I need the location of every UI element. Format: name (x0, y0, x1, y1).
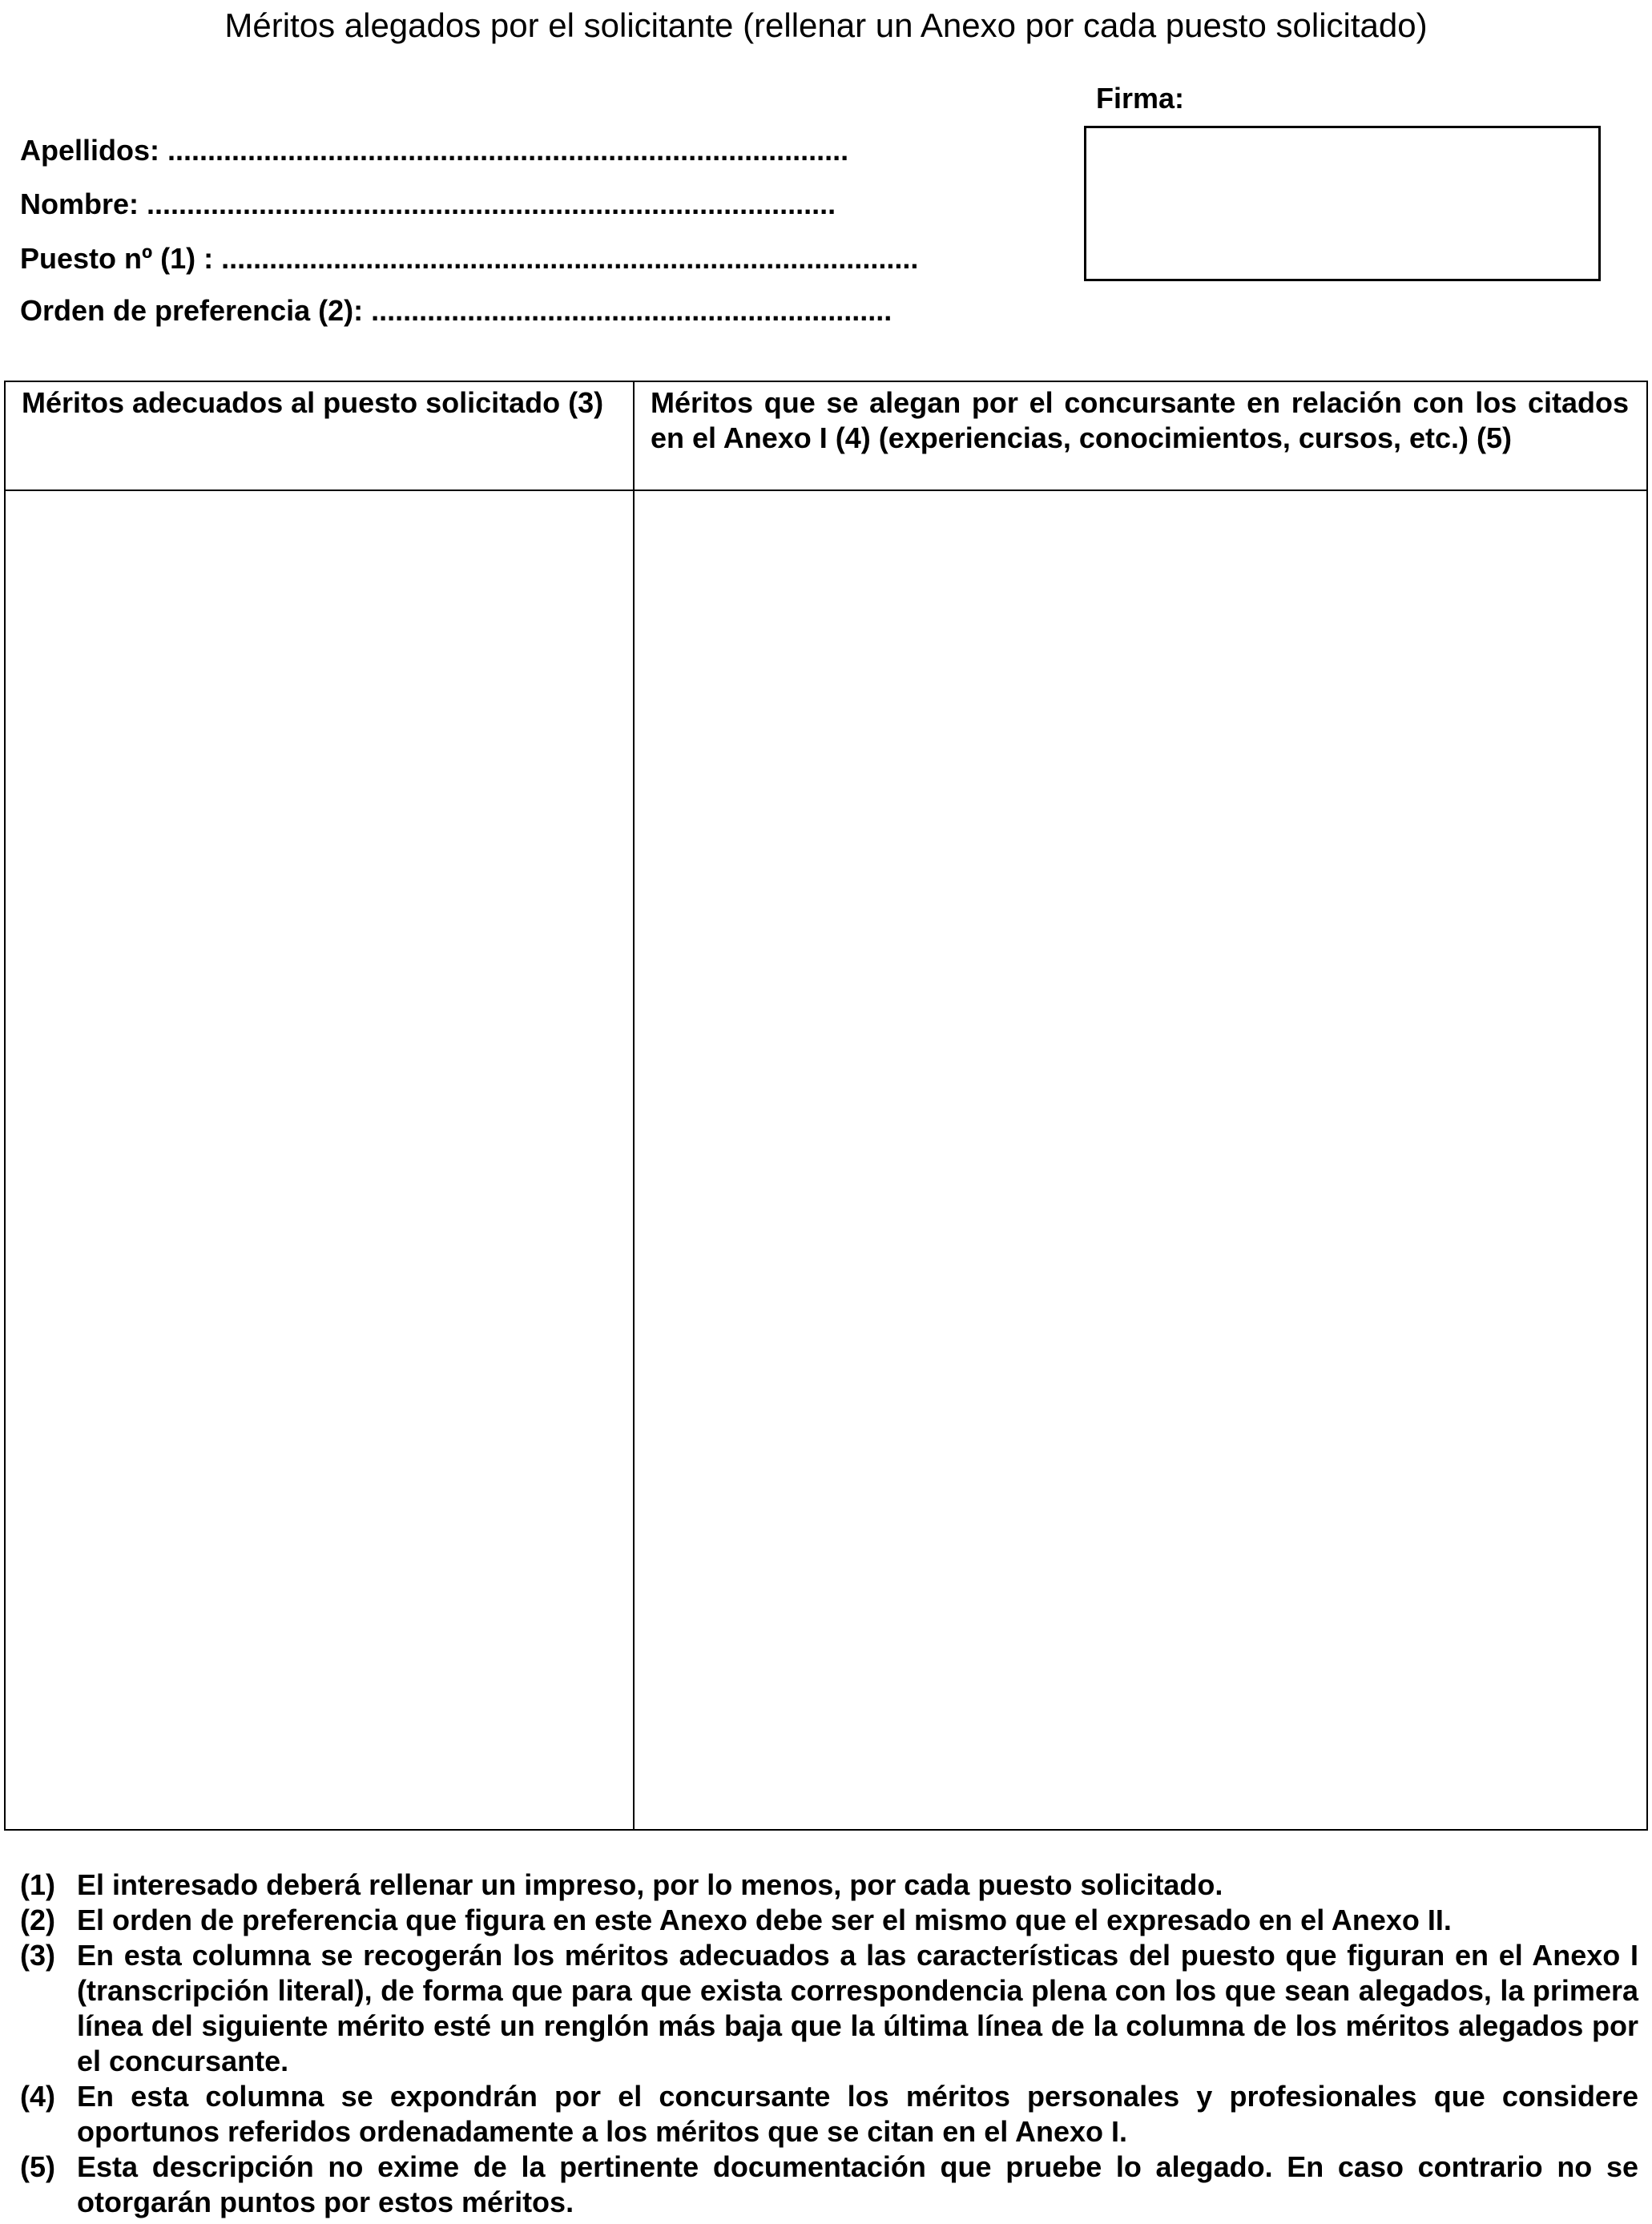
footnote-text: En esta columna se expondrán por el concursante los méritos personales y profesionales que considere oportunos referidos ordenadamente a los méritos que se citan en el Anexo I. (77, 2080, 1638, 2148)
footnote-text: El interesado deberá rellenar un impreso, por lo menos, por cada puesto solicitado. (77, 1868, 1223, 1901)
signature-box[interactable] (1084, 126, 1601, 281)
field-orden-preferencia[interactable]: Orden de preferencia (2): ................................................................. (20, 294, 892, 327)
footnote-text: El orden de preferencia que figura en este Anexo debe ser el mismo que el expresado en el Anexo II. (77, 1904, 1452, 1936)
merits-table (4, 381, 1648, 1831)
header-meritos-adecuados (5, 381, 634, 490)
field-nombre[interactable]: Nombre: ...................................................................................... (20, 187, 836, 220)
header-meritos-adecuados-text: Méritos adecuados al puesto solicitado (3) (22, 386, 604, 419)
footnote-number: (4) (20, 2080, 55, 2113)
header-meritos-alegados (634, 381, 1647, 490)
footnote-text: En esta columna se recogerán los méritos adecuados a las características del puesto que figuran en el Anexo I (transcripción literal), de forma que para que exista correspondencia plena con los que sean alegados, la primera línea del siguiente mérito esté un renglón más baja que la última línea de la columna de los méritos alegados por el concursante. (77, 1939, 1638, 2077)
footnote-text: Esta descripción no exime de la pertinente documentación que pruebe lo alegado. En caso contrario no se otorgarán puntos por estos méritos. (77, 2150, 1638, 2218)
footnotes-list (20, 1867, 1638, 2220)
footnote-number: (3) (20, 1939, 55, 1972)
merits-table-body-row (5, 490, 1647, 1830)
meritos-alegados-cell[interactable] (634, 490, 1647, 1830)
footnote-number: (1) (20, 1868, 55, 1901)
meritos-adecuados-cell[interactable] (5, 490, 634, 1830)
merits-table-header-row (5, 381, 1647, 490)
footnote-number: (5) (20, 2150, 55, 2183)
header-meritos-alegados-text: Méritos que se alegan por el concursante en relación con los citados en el Anexo I (4) (experiencias, conocimientos, cursos, etc.) (5) (651, 386, 1629, 454)
field-apellidos[interactable]: Apellidos: ..................................................................................... (20, 134, 849, 167)
footnote-item (20, 2149, 1638, 2220)
footnote-item (20, 2079, 1638, 2149)
footnote-number: (2) (20, 1904, 55, 1936)
document-title: Méritos alegados por el solicitante (rellenar un Anexo por cada puesto solicitado) (224, 6, 1428, 44)
footnote-item (20, 1938, 1638, 2079)
footnote-item (20, 1867, 1638, 1903)
field-puesto[interactable]: Puesto nº (1) : ....................................................................................... (20, 242, 919, 275)
footnote-item (20, 1903, 1638, 1938)
signature-label: Firma: (1096, 82, 1185, 115)
